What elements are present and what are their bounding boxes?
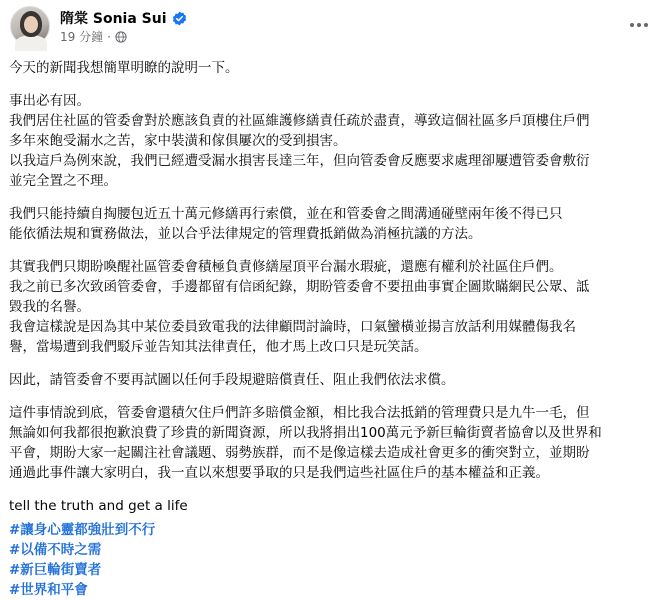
paragraph-3 [9, 204, 661, 244]
hashtag-list [9, 520, 661, 600]
text-line: tell the truth and get a life [9, 498, 188, 514]
meta-separator: · [107, 29, 111, 44]
more-options-button[interactable] [624, 12, 654, 38]
text-line: 通過此事件讓大家明白，我一直以來想要爭取的只是我們這些社區住戶的基本權益和正義。 [9, 465, 549, 481]
paragraph-2 [9, 91, 661, 191]
avatar-body-shape [15, 35, 47, 51]
more-options-icon [630, 23, 648, 27]
text-line: 這件事情說到底，管委會還積欠住戶們許多賠償金額，相比我合法抵銷的管理費只是九牛一毛，但 [9, 405, 590, 421]
avatar-face-shape [24, 16, 38, 33]
post-meta [60, 28, 127, 45]
text-line: 並完全置之不理。 [9, 173, 117, 189]
hashtag-link[interactable]: #世界和平會 [9, 582, 88, 598]
post-body [9, 58, 661, 600]
text-line: 多年來飽受漏水之苦，家中裝潢和傢俱屢次的受到損害。 [9, 133, 347, 149]
post-header [10, 4, 658, 48]
paragraph-7 [9, 496, 661, 516]
text-line: 無論如何我都很抱歉浪費了珍貴的新聞資源，所以我將捐出100萬元予新巨輪街賣者協會以及世界和 [9, 425, 602, 441]
author-line [60, 8, 187, 28]
text-line: 以我這戶為例來說，我們已經遭受漏水損害長達三年，但向管委會反應要求處理卻屢遭管委會敷衍 [9, 153, 590, 169]
text-line: 今天的新聞我想簡單明瞭的說明一下。 [9, 60, 239, 76]
text-line: 平會，期盼大家一起關注社會議題、弱勢族群，而不是像這樣去造成社會更多的衝突對立，並期盼 [9, 445, 590, 461]
post-timestamp[interactable]: 19 分鐘 [60, 30, 104, 44]
author-avatar[interactable] [10, 6, 50, 46]
hashtag-link[interactable]: #新巨輪街賣者 [9, 562, 102, 578]
hashtag-link[interactable]: #以備不時之需 [9, 542, 102, 558]
hashtag-link[interactable]: #讓身心靈都強壯到不行 [9, 522, 156, 538]
paragraph-6 [9, 403, 661, 483]
paragraph-4 [9, 257, 661, 357]
text-line: 毀我的名譽。 [9, 299, 90, 315]
text-line: 我會這樣說是因為其中某位委員致電我的法律顧問討論時，口氣蠻橫並揚言放話利用媒體傷我名 [9, 319, 576, 335]
globe-icon[interactable] [115, 31, 127, 43]
verified-badge-icon [172, 11, 187, 26]
paragraph-1 [9, 58, 661, 78]
text-line: 能依循法規和實務做法，並以合乎法律規定的管理費抵銷做為消極抗議的方法。 [9, 226, 482, 242]
text-line: 我之前已多次致函管委會，手邊都留有信函紀錄，期盼管委會不要扭曲事實企圖欺瞞網民公眾、詆 [9, 279, 590, 295]
text-line: 事出必有因。 [9, 93, 90, 109]
text-line: 譽，當場遭到我們駁斥並告知其法律責任，他才馬上改口只是玩笑話。 [9, 339, 428, 355]
text-line: 我們居住社區的管委會對於應該負責的社區維護修繕責任疏於盡責，導致這個社區多戶頂樓住戶們 [9, 113, 590, 129]
text-line: 其實我們只期盼喚醒社區管委會積極負責修繕屋頂平台漏水瑕疵，還應有權利於社區住戶們。 [9, 259, 563, 275]
text-line: 我們只能持續自掏腰包近五十萬元修繕再行索償，並在和管委會之間溝通碰壁兩年後不得已只 [9, 206, 563, 222]
text-line: 因此，請管委會不要再試圖以任何手段規避賠償責任、阻止我們依法求償。 [9, 372, 455, 388]
author-name[interactable]: 隋棠 Sonia Sui [60, 11, 167, 27]
paragraph-5 [9, 370, 661, 390]
